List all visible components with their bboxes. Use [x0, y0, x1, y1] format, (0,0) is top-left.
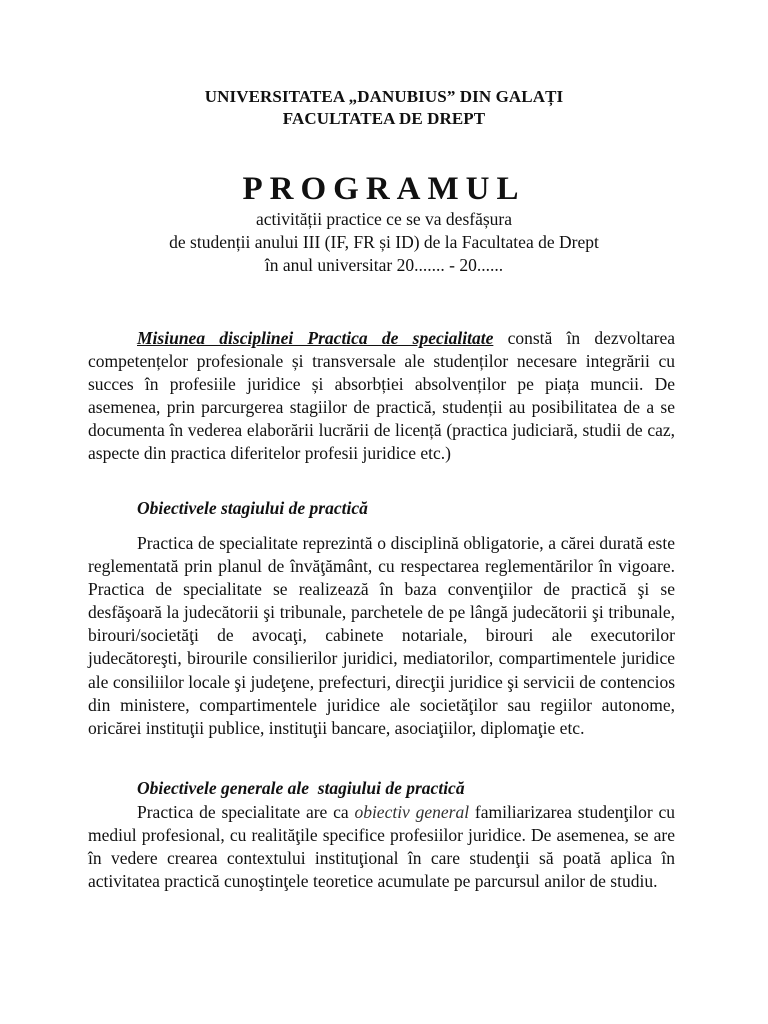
- subtitle-line-1: activității practice ce se va desfășura: [255, 209, 513, 229]
- mission-paragraph: [88, 327, 675, 466]
- mission-lead: Misiunea disciplinei Practica de specialitate: [137, 328, 494, 348]
- subtitle-line-3: în anul universitar 20....... - 20......: [264, 255, 504, 275]
- objectives-heading: Obiectivele stagiului de practică: [137, 498, 368, 518]
- general-objectives-paragraph: [88, 801, 675, 893]
- general-text-before: Practica de specialitate are ca: [137, 802, 355, 822]
- document-title: PROGRAMUL: [242, 171, 526, 207]
- general-text-after: familiarizarea studenţilor cu mediul profesional, cu realităţile specifice profesiilor juridice. De asemenea, se are în vedere crearea contextului instituţional în care studenţii să poată aplica în activitatea practică cunoştinţele teoretice acumulate pe parcursul anilor de studiu.: [88, 802, 675, 892]
- subtitle-line-2: de studenții anului III (IF, FR și ID) de la Facultatea de Drept: [169, 232, 599, 252]
- faculty-name: FACULTATEA DE DREPT: [282, 109, 486, 128]
- objectives-paragraph: Practica de specialitate reprezintă o disciplină obligatorie, a cărei durată este reglementată prin planul de învăţământ, cu respectarea reglementărilor în vigoare. Practica de specialitate se realizează în baza convenţiilor de practică şi se desfăşoară la judecătorii şi tribunale, parchetele de pe lângă judecătorii şi tribunale, birouri/societăţi de avocaţi, cabinete notariale, birouri ale executorilor judecătoreşti, birourile consilierilor juridici, mediatorilor, compartimentele juridice ale consiliilor locale şi judeţene, prefecturi, direcţii juridice şi servicii de contencios din ministere, compartimentele juridice ale societăţilor sau regiilor autonome, oricărei instituţii publice, instituţii bancare, asociaţiilor, diplomaţie etc.: [88, 533, 675, 738]
- mission-text: constă în dezvoltarea competențelor profesionale și transversale ale studenților necesare integrării cu succes în profesiile juridice și absorbției absolvenților pe piața muncii. De asemenea, prin parcurgerea stagiilor de practică, studenții au posibilitatea de a se documenta în vederea elaborării lucrării de licență (practica judiciară, studii de caz, aspecte din practica diferitelor profesii juridice etc.): [88, 328, 675, 464]
- general-emphasis: obiectiv general: [354, 802, 470, 822]
- general-objectives-heading: Obiectivele generale ale stagiului de practică: [137, 778, 465, 798]
- university-name: UNIVERSITATEA „DANUBIUS” DIN GALAȚI: [204, 87, 564, 106]
